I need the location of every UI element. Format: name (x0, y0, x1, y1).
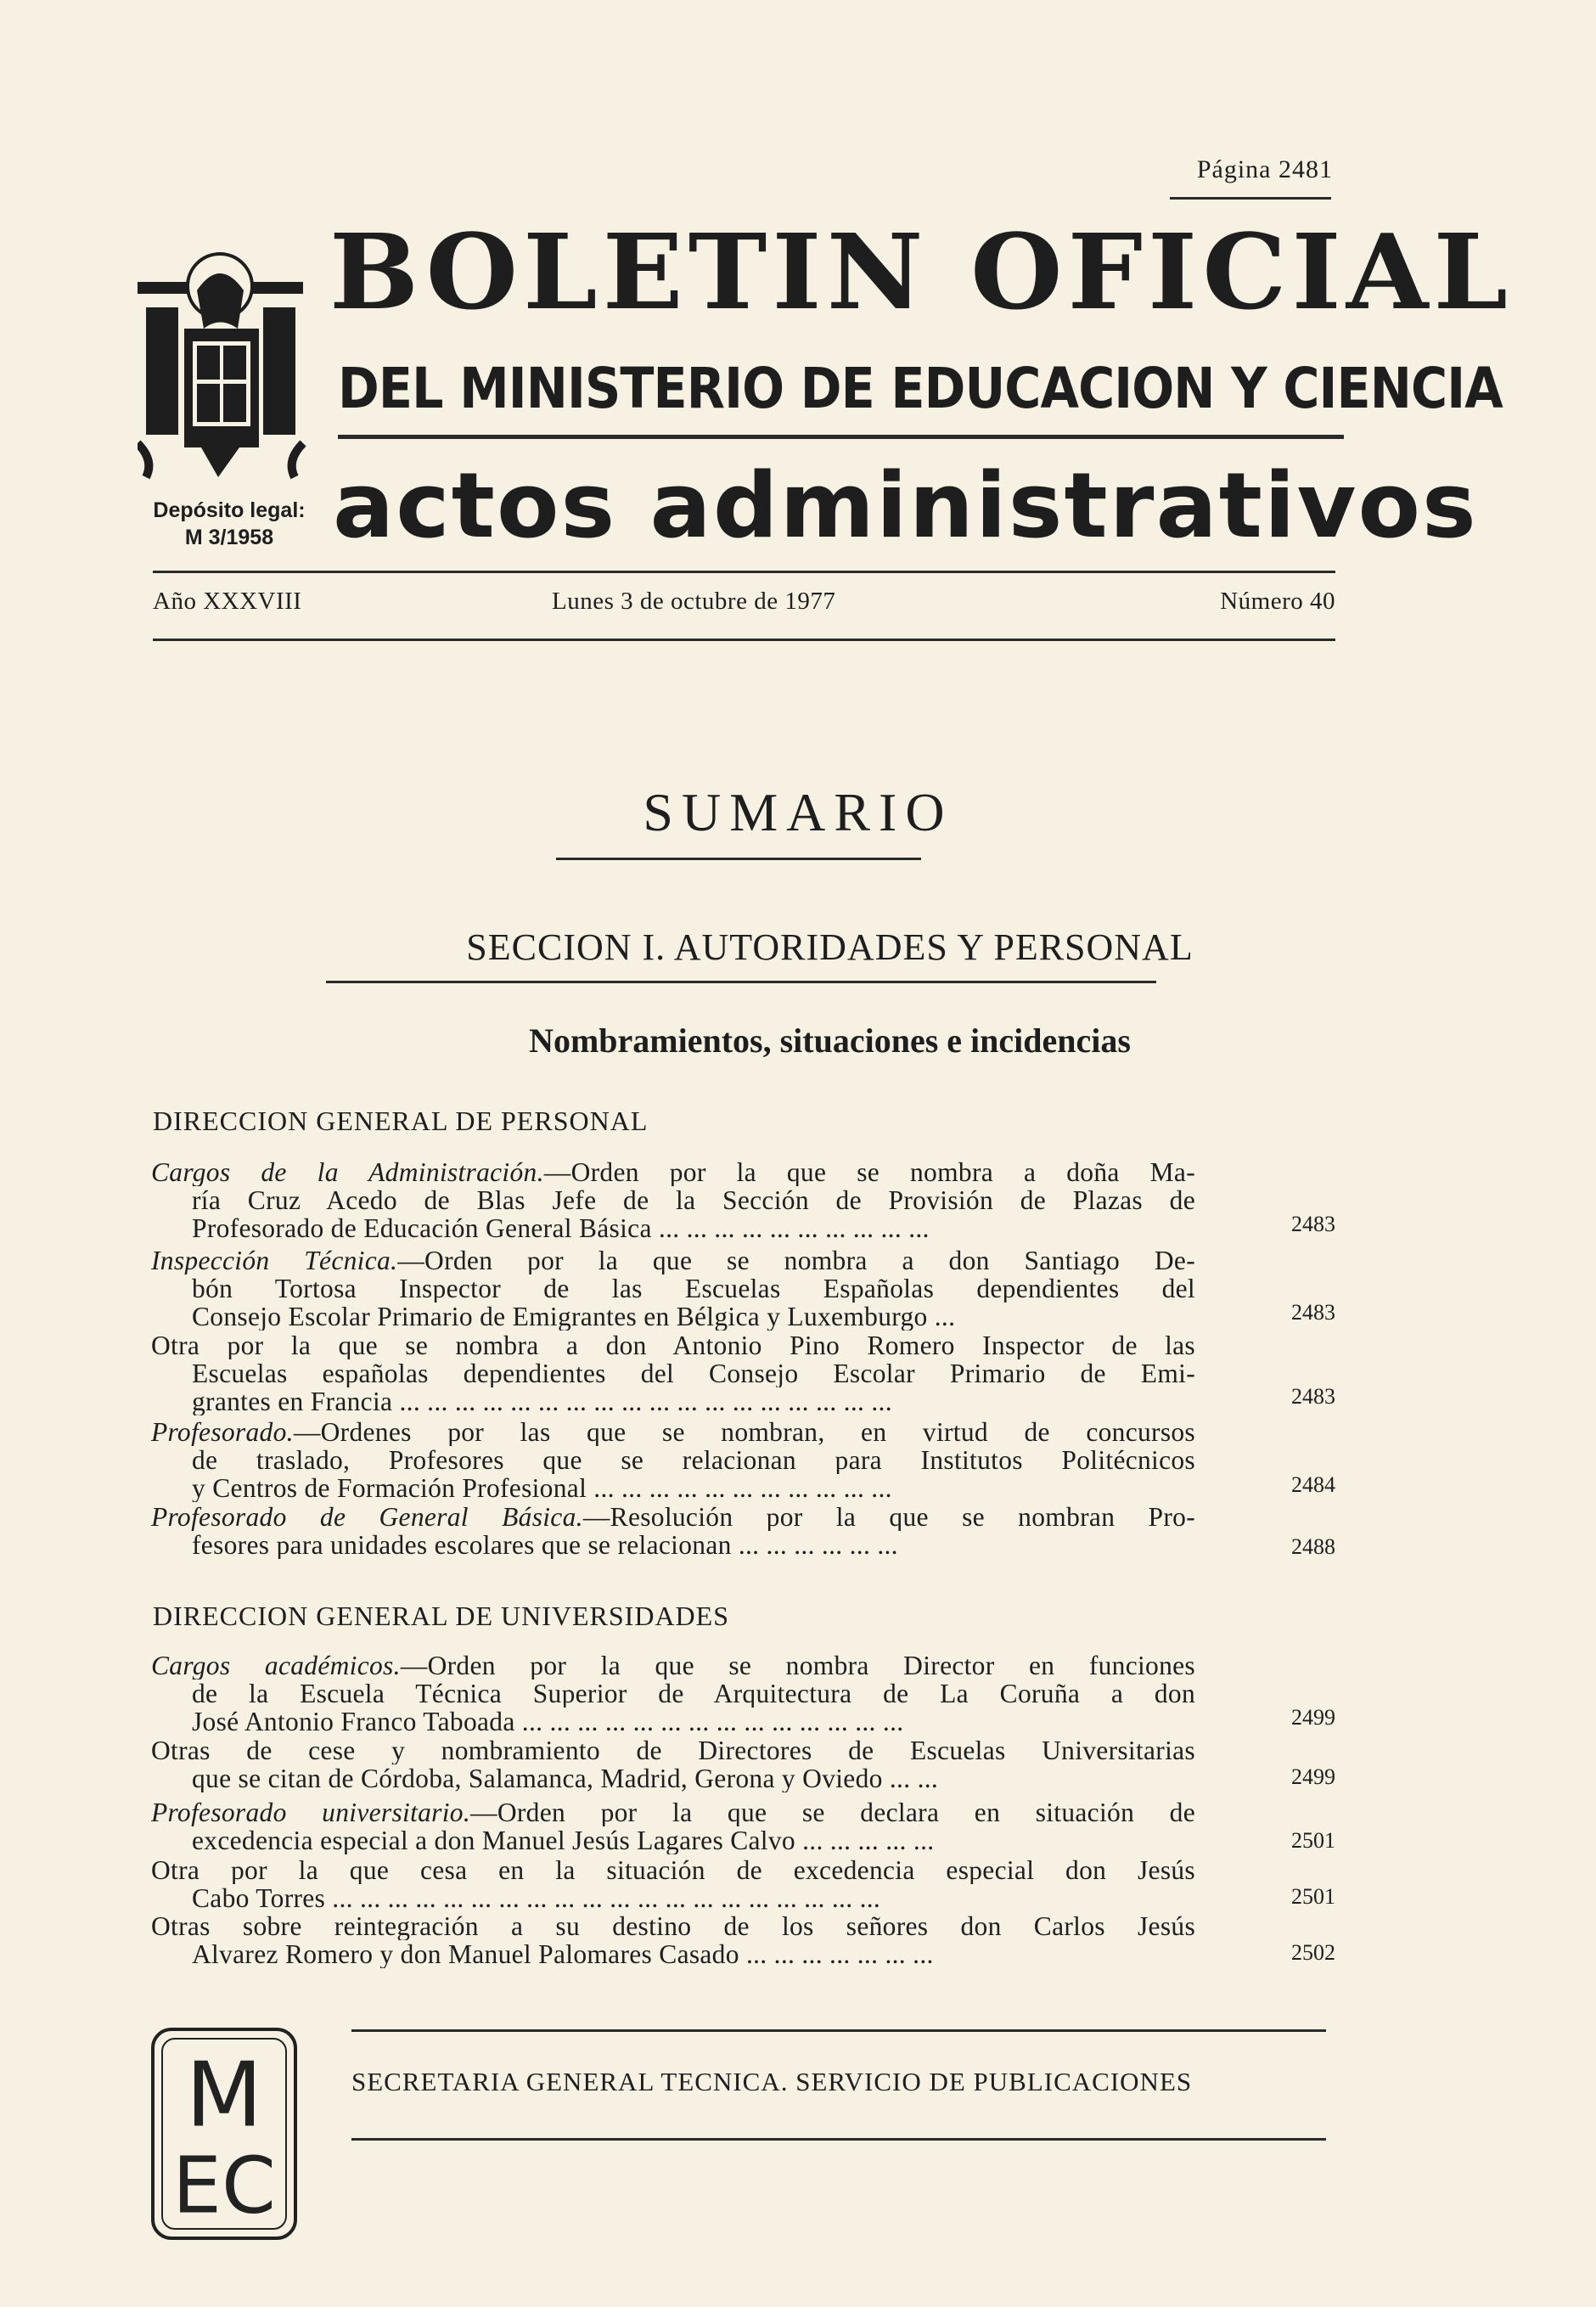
page-reference: 2502 (1291, 1940, 1335, 1965)
entry-text: —Ordenes por las que se nombran, en virtud de concursos (293, 1418, 1195, 1446)
page-reference: 2501 (1291, 1884, 1335, 1909)
page-label: Página 2481 (1196, 155, 1333, 183)
publisher-line: SECRETARIA GENERAL TECNICA. SERVICIO DE PUBLICACIONES (351, 2067, 1193, 2096)
page-reference: 2499 (1291, 1764, 1335, 1789)
list-item (151, 1736, 1195, 1792)
legal-deposit-number: M 3/1958 (184, 526, 274, 549)
entry-text: —Resolución por la que se nombran Pro- (582, 1503, 1195, 1531)
list-item (151, 1856, 1195, 1912)
entry-text: Otra por la que cesa en la situación de excedencia especial don Jesús (151, 1856, 1195, 1884)
entry-text: Otras sobre reintegración a su destino de los señores don Carlos Jesús (151, 1912, 1195, 1940)
entry-lead: Profesorado. (151, 1418, 294, 1446)
issue-year: Año XXXVIII (153, 588, 302, 615)
masthead-section-title: actos administrativos (333, 453, 1478, 558)
list-item (151, 1798, 1195, 1854)
masthead-rule (338, 435, 1344, 439)
list-item (151, 1651, 1195, 1736)
coat-of-arms-icon (138, 248, 307, 494)
entry-text: bón Tortosa Inspector de las Escuelas Españolas dependientes del (192, 1274, 1195, 1303)
entry-text: Alvarez Romero y don Manuel Palomares Casado ... ... ... ... ... ... ... (192, 1940, 934, 1968)
entry-text: —Orden por la que se nombra a don Santiago De- (397, 1246, 1195, 1274)
list-item (151, 1331, 1195, 1415)
entry-text: de la Escuela Técnica Superior de Arquitectura de La Coruña a don (192, 1680, 1195, 1708)
entry-lead: Cargos de la Administración. (151, 1158, 544, 1186)
entry-text: Otra por la que se nombra a don Antonio Pino Romero Inspector de las (151, 1331, 1195, 1359)
entry-text: —Orden por la que se declara en situación de (470, 1798, 1195, 1826)
masthead-subtitle: DEL MINISTERIO DE EDUCACION Y CIENCIA (338, 356, 1503, 421)
group-heading-personal: DIRECCION GENERAL DE PERSONAL (153, 1106, 649, 1136)
list-item (151, 1158, 1195, 1242)
entry-lead: Inspección Técnica. (151, 1246, 398, 1274)
mec-logo (151, 2028, 297, 2240)
entry-text: Escuelas españolas dependientes del Consejo Escolar Primario de Emi- (192, 1359, 1195, 1387)
list-item (151, 1418, 1195, 1502)
legal-deposit (127, 497, 331, 551)
footer-bottom-rule (351, 2138, 1326, 2141)
mec-logo-letter-m: M (185, 2043, 263, 2147)
list-item (151, 1246, 1195, 1331)
page-reference: 2488 (1291, 1534, 1335, 1559)
entry-text: Cabo Torres ... ... ... ... ... ... ... ... ... ... ... ... ... ... ... ... ... ... ... ... (192, 1884, 881, 1912)
meta-bottom-rule (153, 639, 1335, 641)
entry-text: —Orden por la que se nombra a doña Ma- (543, 1158, 1195, 1186)
entry-text: José Antonio Franco Taboada ... ... ... ... ... ... ... ... ... ... ... ... ... ... (192, 1708, 904, 1736)
summary-title: SUMARIO (643, 782, 953, 842)
page-reference: 2499 (1291, 1705, 1335, 1730)
entry-text: fesores para unidades escolares que se relacionan ... ... ... ... ... ... (192, 1531, 898, 1559)
entry-text: —Orden por la que se nombra Director en funciones (400, 1651, 1195, 1680)
entry-lead: Cargos académicos. (151, 1651, 401, 1680)
entry-text: y Centros de Formación Profesional ... ... ... ... ... ... ... ... ... ... ... (192, 1474, 892, 1502)
legal-deposit-label: Depósito legal: (153, 498, 306, 522)
page-reference: 2483 (1291, 1384, 1335, 1409)
group-heading-universidades: DIRECCION GENERAL DE UNIVERSIDADES (153, 1601, 729, 1631)
entry-text: excedencia especial a don Manuel Jesús Lagares Calvo ... ... ... ... ... (192, 1826, 935, 1854)
section-title: SECCION I. AUTORIDADES Y PERSONAL (466, 926, 1194, 968)
entry-lead: Profesorado universitario. (151, 1798, 471, 1826)
page-label-rule (1170, 197, 1331, 200)
list-item (151, 1912, 1195, 1968)
mec-logo-icon (155, 2031, 294, 2237)
issue-number: Número 40 (1220, 588, 1335, 615)
page-reference: 2483 (1291, 1300, 1335, 1325)
section-title-rule (326, 981, 1156, 983)
page-reference: 2483 (1291, 1212, 1335, 1236)
entry-text: que se citan de Córdoba, Salamanca, Madrid, Gerona y Oviedo ... ... (192, 1764, 939, 1792)
entry-text: Profesorado de Educación General Básica ... ... ... ... ... ... ... ... ... ... (192, 1214, 930, 1242)
subsection-title: Nombramientos, situaciones e incidencias (529, 1021, 1131, 1060)
masthead-title: BOLETIN OFICIAL (329, 211, 1514, 333)
issue-date: Lunes 3 de octubre de 1977 (552, 588, 836, 615)
page-reference: 2501 (1291, 1828, 1335, 1853)
mec-logo-letters-ec: EC (172, 2140, 276, 2231)
entry-text: de traslado, Profesores que se relacionan para Institutos Politécnicos (192, 1446, 1195, 1474)
footer-top-rule (351, 2029, 1326, 2032)
entry-text: Otras de cese y nombramiento de Directores de Escuelas Universitarias (151, 1736, 1195, 1764)
entry-text: ría Cruz Acedo de Blas Jefe de la Sección de Provisión de Plazas de (192, 1186, 1195, 1214)
list-item (151, 1503, 1195, 1559)
summary-title-rule (556, 858, 921, 860)
entry-text: grantes en Francia ... ... ... ... ... ... ... ... ... ... ... ... ... ... ... ... ... ... (192, 1387, 892, 1415)
meta-top-rule (153, 571, 1335, 573)
entry-lead: Profesorado de General Básica. (151, 1503, 583, 1531)
entry-text: Consejo Escolar Primario de Emigrantes en Bélgica y Luxemburgo ... (192, 1303, 956, 1331)
page-reference: 2484 (1291, 1472, 1335, 1497)
